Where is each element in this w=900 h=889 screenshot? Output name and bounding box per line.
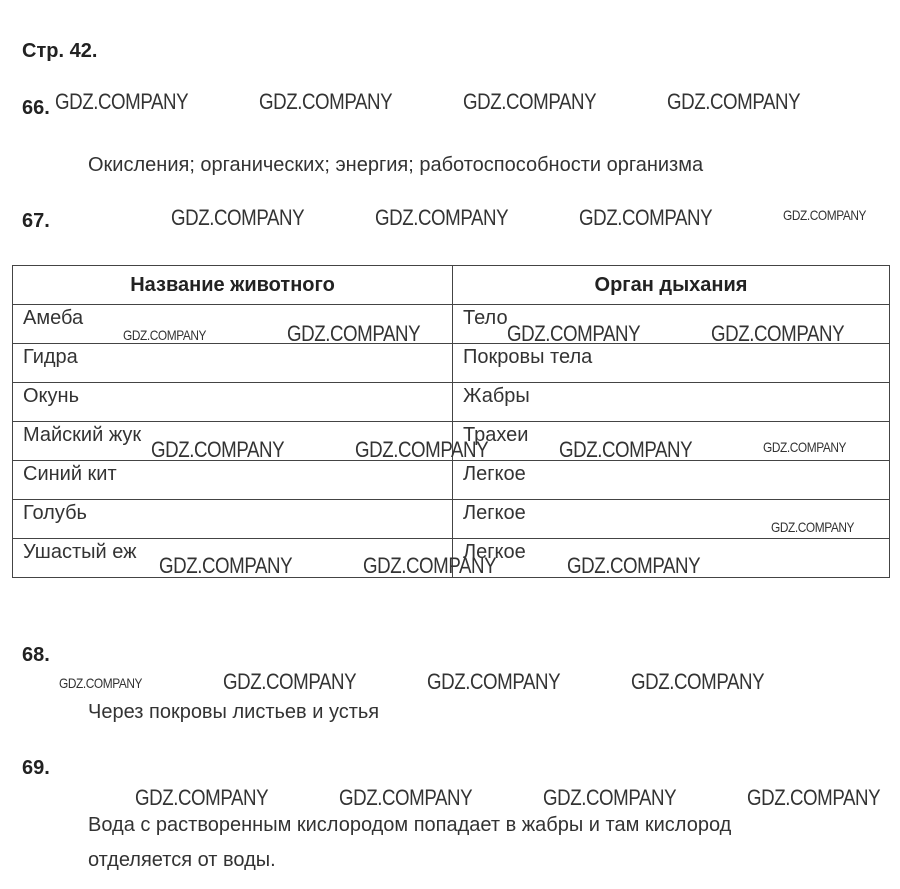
- watermark: GDZ.COMPANY: [355, 437, 489, 462]
- watermark: GDZ.COMPANY: [783, 207, 867, 223]
- table-cell-animal: Амеба: [13, 305, 453, 344]
- watermark: GDZ.COMPANY: [135, 785, 269, 810]
- task-69-answer-line2: отделяется от воды.: [88, 849, 276, 871]
- table-header-animal: Название животного: [13, 266, 453, 305]
- table-header-row: [13, 266, 890, 305]
- watermark: GDZ.COMPANY: [631, 669, 765, 694]
- watermark: GDZ.COMPANY: [259, 89, 393, 114]
- watermark: GDZ.COMPANY: [287, 321, 421, 346]
- watermark: GDZ.COMPANY: [427, 669, 561, 694]
- table-row: [13, 461, 890, 500]
- task-66-number: 66.: [22, 97, 50, 119]
- watermark: GDZ.COMPANY: [559, 437, 693, 462]
- table-row: [13, 383, 890, 422]
- watermark: GDZ.COMPANY: [55, 89, 189, 114]
- table-cell-animal: Окунь: [13, 383, 453, 422]
- respiration-table: [12, 265, 890, 578]
- watermark: GDZ.COMPANY: [171, 205, 305, 230]
- task-69-answer-line1: Вода с растворенным кислородом попадает в жабры и там кислород: [88, 814, 732, 836]
- table-cell-organ: Легкое: [453, 500, 890, 539]
- watermark: GDZ.COMPANY: [771, 519, 855, 535]
- table-row: [13, 500, 890, 539]
- task-69-number: 69.: [22, 757, 50, 779]
- table-row: [13, 344, 890, 383]
- watermark: GDZ.COMPANY: [159, 553, 293, 578]
- watermark: GDZ.COMPANY: [223, 669, 357, 694]
- watermark: GDZ.COMPANY: [507, 321, 641, 346]
- watermark: GDZ.COMPANY: [339, 785, 473, 810]
- watermark: GDZ.COMPANY: [363, 553, 497, 578]
- table-cell-animal: Майский жук: [13, 422, 453, 461]
- watermark: GDZ.COMPANY: [123, 327, 207, 343]
- task-68-answer: Через покровы листьев и устья: [88, 701, 380, 723]
- table-cell-organ: Трахеи: [453, 422, 890, 461]
- watermark: GDZ.COMPANY: [151, 437, 285, 462]
- table-cell-animal: Синий кит: [13, 461, 453, 500]
- table-cell-animal: Голубь: [13, 500, 453, 539]
- watermark: GDZ.COMPANY: [463, 89, 597, 114]
- table-cell-organ: Легкое: [453, 461, 890, 500]
- page-title: Стр. 42.: [22, 40, 98, 62]
- watermark: GDZ.COMPANY: [711, 321, 845, 346]
- table-cell-animal: Ушастый еж: [13, 539, 453, 578]
- table-header-organ: Орган дыхания: [453, 266, 890, 305]
- task-68-number: 68.: [22, 644, 50, 666]
- watermark: GDZ.COMPANY: [763, 439, 847, 455]
- table-cell-animal: Гидра: [13, 344, 453, 383]
- watermark: GDZ.COMPANY: [747, 785, 881, 810]
- watermark: GDZ.COMPANY: [59, 675, 143, 691]
- table-cell-organ: Легкое: [453, 539, 890, 578]
- table-cell-organ: Тело: [453, 305, 890, 344]
- watermark: GDZ.COMPANY: [543, 785, 677, 810]
- watermark: GDZ.COMPANY: [375, 205, 509, 230]
- task-67-number: 67.: [22, 210, 50, 232]
- table-cell-organ: Покровы тела: [453, 344, 890, 383]
- table-cell-organ: Жабры: [453, 383, 890, 422]
- watermark: GDZ.COMPANY: [567, 553, 701, 578]
- watermark: GDZ.COMPANY: [667, 89, 801, 114]
- watermark: GDZ.COMPANY: [579, 205, 713, 230]
- task-66-answer: Окисления; органических; энергия; работоспособности организма: [88, 154, 704, 176]
